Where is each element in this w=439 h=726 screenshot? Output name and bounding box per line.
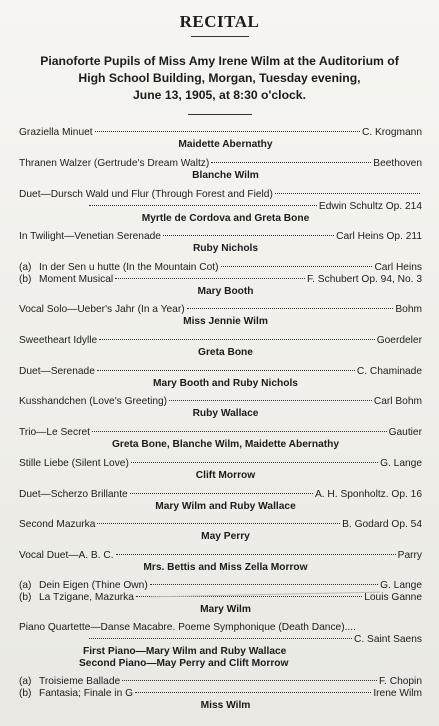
performer: Miss Wilm [200,700,251,711]
leader-dots [115,278,305,279]
program-entry [19,304,422,328]
leader-dots [221,266,373,267]
composer: F. Chopin [378,676,422,687]
program-entry [19,189,422,225]
performer: Miss Jennie Wilm [183,316,268,327]
program-entry [19,262,422,298]
piece-title: Duet—Scherzo Brillante [19,489,128,500]
performer: Ruby Nichols [192,243,259,254]
item-mark: (b) [19,688,32,699]
program-entry [19,676,422,712]
piece-title: Dein Eigen (Thine Own) [39,580,148,591]
performer: May Perry [201,531,250,542]
leader-dots [89,638,352,639]
program-entry [19,231,422,255]
program-entry [19,489,422,513]
program-entry [19,622,422,670]
leader-dots [131,462,378,463]
composer: G. Lange [380,580,422,591]
performer: Blanche Wilm [192,170,259,181]
leader-dots [130,493,313,494]
composer: Goerdeler [376,335,422,346]
composer: Louis Ganne [364,592,422,603]
leader-dots [89,205,317,206]
piece-title: Trio—Le Secret [19,427,90,438]
title-rule [191,36,249,37]
performer: Ruby Wallace [192,408,259,419]
composer: B. Godard Op. 54 [342,519,422,530]
program-entry [19,550,422,574]
performer: First Piano—Mary Wilm and Ruby Wallace [83,646,287,657]
piece-title: In Twilight—Venetian Serenade [19,231,161,242]
composer: G. Lange [380,458,422,469]
composer: F. Schubert Op. 94, No. 3 [307,274,422,285]
program-entry [19,396,422,420]
subtitle-line: High School Building, Morgan, Tuesday evening, [78,71,361,85]
subtitle-line: Pianoforte Pupils of Miss Amy Irene Wilm at the Auditorium of [40,54,399,68]
performer: Myrtle de Cordova and Greta Bone [141,213,310,224]
leader-dots [187,308,394,309]
leader-dots [97,523,340,524]
performer: Mary Booth and Ruby Nichols [153,378,298,389]
piece-title: Duet—Dursch Wald und Flur (Through Forest and Field) [19,189,273,200]
piece-title: Stille Liebe (Silent Love) [19,458,129,469]
piece-title: Thranen Walzer (Gertrude's Dream Waltz) [19,158,210,169]
item-mark: (b) [19,274,32,285]
composer: C. Saint Saens [354,634,422,645]
leader-dots [211,162,371,163]
leader-dots [122,680,377,681]
subtitle [10,53,429,104]
composer: Bohm [395,304,422,315]
performer: Clift Morrow [195,470,256,481]
piece-title: Vocal Solo—Ueber's Jahr (In a Year) [19,304,185,315]
leader-dots [99,339,375,340]
piece-title: Sweetheart Idylle [19,335,98,346]
item-mark: (a) [19,262,32,273]
performer: Second Piano—May Perry and Clift Morrow [79,658,289,669]
leader-dots [116,554,396,555]
piece-title: Piano Quartette—Danse Macabre. Poeme Symphonique (Death Dance).... [19,622,356,633]
leader-dots [92,431,387,432]
item-mark: (a) [19,580,32,591]
performer: Mrs. Bettis and Miss Zella Morrow [143,562,308,573]
piece-title: Kusshandchen (Love's Greeting) [19,396,168,407]
piece-title: Graziella Minuet [19,127,93,138]
leader-dots [169,400,372,401]
section-rule [188,114,252,115]
composer: C. Krogmann [361,127,422,138]
piece-title: Moment Musical [39,274,114,285]
leader-dots [97,370,355,371]
performer: Mary Wilm and Ruby Wallace [155,501,296,512]
leader-dots [135,692,371,693]
performer: Mary Wilm [200,604,251,615]
piece-title: Vocal Duet—A. B. C. [19,550,114,561]
composer: Gautier [388,427,422,438]
leader-dots [150,584,378,585]
program-entry [19,366,422,390]
leader-dots [95,131,360,132]
program-entry [19,580,422,616]
leader-dots [275,193,420,194]
program-entry [19,519,422,543]
composer: Carl Bohm [373,396,422,407]
composer: A. H. Sponholtz. Op. 16 [314,489,422,500]
composer: Beethoven [373,158,422,169]
page-title: RECITAL [179,12,260,31]
item-mark: (b) [19,592,32,603]
piece-title: In der Sen u hutte (In the Mountain Cot) [39,262,219,273]
performer: Mary Booth [197,286,254,297]
composer: C. Chaminade [356,366,422,377]
program-entry [19,335,422,359]
piece-title: Fantasia; Finale in G [39,688,133,699]
composer: Carl Heins [374,262,422,273]
program-entry [19,458,422,482]
composer: Irene Wilm [373,688,422,699]
composer: Parry [397,550,422,561]
performer: Greta Bone [198,347,253,358]
subtitle-line: June 13, 1905, at 8:30 o'clock. [133,88,306,102]
piece-title: Duet—Serenade [19,366,95,377]
piece-title: Second Mazurka [19,519,96,530]
program-entry [19,158,422,182]
piece-title: Troisieme Ballade [39,676,121,687]
item-mark: (a) [19,676,32,687]
performer: Greta Bone, Blanche Wilm, Maidette Abernathy [111,439,340,450]
piece-title: La Tzigane, Mazurka [39,592,134,603]
leader-dots [163,235,334,236]
performer: Maidette Abernathy [178,139,273,150]
program-entry [19,127,422,151]
composer: Edwin Schultz Op. 214 [318,201,422,212]
program-entry [19,427,422,451]
composer: Carl Heins Op. 211 [336,231,422,242]
